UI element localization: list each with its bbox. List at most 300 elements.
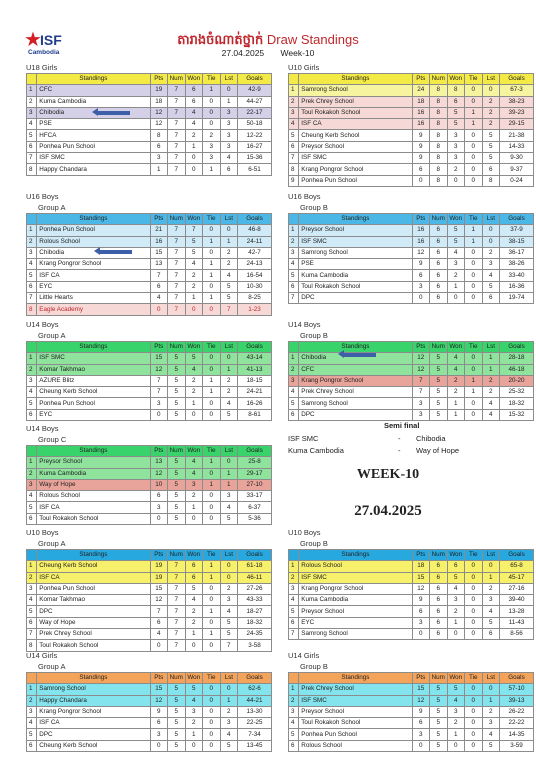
rank-cell: 6 [289,141,299,152]
standings-table-u18-girls [26,73,272,176]
stat-cell: 1 [447,281,465,292]
stat-cell: 16-36 [500,281,534,292]
table-row [27,595,272,606]
stat-cell: 1 [465,375,483,386]
stat-cell: 24-11 [238,236,272,247]
stat-cell: 0-24 [500,175,534,186]
table-row [27,141,272,152]
stat-cell: 19 [150,572,168,583]
stat-cell: 0 [465,583,483,594]
stat-cell: 46-18 [500,364,534,375]
team-cell: Little Hearts [37,293,150,304]
stat-cell: 2 [482,387,500,398]
table-row [27,729,272,740]
stat-cell: 13-30 [238,706,272,717]
stat-cell: 5-36 [238,513,272,524]
stat-cell: 15 [412,684,430,695]
stat-cell: 12 [150,119,168,130]
stat-cell: 0 [482,561,500,572]
stat-cell: 1 [220,468,238,479]
stat-cell: 0 [220,684,238,695]
stat-cell: 6 [430,583,448,594]
stat-cell: 1 [465,236,483,247]
stat-cell: 5 [168,718,186,729]
stat-cell: 15-36 [238,153,272,164]
stat-cell: 6 [430,629,448,640]
section-label: U10 Boys [288,528,321,537]
stat-cell: 7 [168,164,186,175]
table-row [27,130,272,141]
table-row [289,364,534,375]
stat-cell: 9 [412,130,430,141]
team-cell: Toul Rokakoh School [299,107,412,118]
stat-cell: 14-35 [500,729,534,740]
stat-cell: 5 [168,468,186,479]
rank-cell: 5 [289,729,299,740]
column-header: Pts [150,550,168,561]
table-row [289,629,534,640]
stat-cell: 8 [430,119,448,130]
stat-cell: 43-14 [238,353,272,364]
header-cell [27,550,37,561]
stat-cell: 3 [220,119,238,130]
stat-cell: 0 [465,572,483,583]
team-cell: Rolous School [37,491,150,502]
column-header: Pts [150,214,168,225]
stat-cell: 0 [482,225,500,236]
stat-cell: 1 [185,729,203,740]
team-cell: Ponhea Pun School [37,398,150,409]
stat-cell: 0 [465,740,483,751]
stat-cell: 16 [150,236,168,247]
stat-cell: 1 [465,107,483,118]
stat-cell: 0 [203,119,221,130]
stat-cell: 29-15 [500,119,534,130]
stat-cell: 0 [220,85,238,96]
stat-cell: 7 [168,153,186,164]
stat-cell: 38-26 [500,259,534,270]
stat-cell: 18-27 [238,606,272,617]
stat-cell: 5 [430,353,448,364]
column-header: Pts [150,74,168,85]
stat-cell: 4 [482,606,500,617]
header-cell [27,214,37,225]
column-header: Goals [500,550,534,561]
stat-cell: 42-9 [238,85,272,96]
stat-cell: 5 [482,141,500,152]
section-label: U10 Boys [26,528,59,537]
stat-cell: 42-7 [238,247,272,258]
rank-cell: 4 [27,491,37,502]
column-header: Won [447,550,465,561]
standings-table-u10-girls [288,73,534,187]
table-row [289,729,534,740]
header-cell [289,342,299,353]
table-row [289,718,534,729]
stat-cell: 2 [185,606,203,617]
team-cell: Preysor School [299,141,412,152]
stat-cell: 6 [430,595,448,606]
team-cell: Eagle Academy [37,304,150,315]
stat-cell: 6 [430,259,448,270]
stat-cell: 0 [185,513,203,524]
table-row [27,740,272,751]
stat-cell: 7 [168,225,186,236]
rank-cell: 6 [27,409,37,420]
team-cell: Preysor School [299,606,412,617]
team-cell: ISF SMC [299,695,412,706]
rank-cell: 6 [289,740,299,751]
table-header-row [27,673,272,684]
stat-cell: 0 [412,175,430,186]
rank-cell: 2 [27,572,37,583]
column-header: Standings [37,74,150,85]
column-header: Goals [238,550,272,561]
stat-cell: 4 [185,457,203,468]
stat-cell: 2 [447,387,465,398]
stat-cell: 2 [220,706,238,717]
column-header: Lst [482,214,500,225]
stat-cell: 5 [482,281,500,292]
column-header: Pts [150,342,168,353]
section-label: Group B [300,662,328,671]
stat-cell: 5 [430,695,448,706]
table-row [289,85,534,96]
stat-cell: 2 [185,270,203,281]
stat-cell: 6 [430,270,448,281]
stat-cell: 0 [465,398,483,409]
column-header: Pts [150,673,168,684]
stat-cell: 39-23 [500,107,534,118]
team-cell: Prek Chrey School [299,684,412,695]
stat-cell: 0 [203,225,221,236]
stat-cell: 2 [447,718,465,729]
table-row [27,259,272,270]
stat-cell: 6-51 [238,164,272,175]
rank-cell: 3 [27,479,37,490]
section-label: Group B [300,331,328,340]
column-header: Standings [37,550,150,561]
stat-cell: 0 [150,304,168,315]
stat-cell: 6 [430,617,448,628]
stat-cell: 1 [203,457,221,468]
rank-cell: 7 [289,153,299,164]
stat-cell: 7 [220,640,238,651]
stat-cell: 0 [203,706,221,717]
stat-cell: 0 [465,729,483,740]
team-cell: Toul Rokakoh School [37,640,150,651]
stat-cell: 2 [482,247,500,258]
table-row [289,281,534,292]
column-header: Pts [412,214,430,225]
stat-cell: 6 [150,617,168,628]
stat-cell: 4 [220,270,238,281]
rank-cell: 1 [289,353,299,364]
stat-cell: 4 [482,270,500,281]
team-cell: DPC [37,729,150,740]
team-cell: DPC [299,293,412,304]
section-label: Group A [38,662,66,671]
column-header: Tie [465,673,483,684]
column-header: Lst [220,446,238,457]
stat-cell: 5 [430,740,448,751]
stat-cell: 0 [203,491,221,502]
stat-cell: 0 [412,293,430,304]
stat-cell: 44-21 [238,695,272,706]
stat-cell: 2 [220,247,238,258]
stat-cell: 1 [203,270,221,281]
stat-cell: 2 [185,617,203,628]
team-cell: Samrong School [299,247,412,258]
team-cell: ISF SMC [299,572,412,583]
team-cell: Cheung Kerb School [37,387,150,398]
stat-cell: 13-28 [500,606,534,617]
stat-cell: 4 [220,502,238,513]
stat-cell: 1 [203,259,221,270]
match-separator: - [398,434,401,443]
stat-cell: 7 [168,640,186,651]
stat-cell: 7 [185,225,203,236]
stat-cell: 18 [412,561,430,572]
column-header: Standings [37,446,150,457]
section-label: Group A [38,539,66,548]
match-team-a: Kuma Cambodia [288,446,344,455]
column-header: Lst [482,342,500,353]
team-cell: Kuma Cambodia [299,270,412,281]
stat-cell: 21 [150,225,168,236]
stat-cell: 0 [203,281,221,292]
stat-cell: 12 [412,364,430,375]
stat-cell: 5 [168,740,186,751]
stat-cell: 4 [150,629,168,640]
stat-cell: 7 [412,387,430,398]
header-cell [289,673,299,684]
stat-cell: 0 [185,409,203,420]
team-cell: Komar Takhmao [37,364,150,375]
stat-cell: 0 [482,684,500,695]
stat-cell: 4 [185,595,203,606]
stat-cell: 1 [465,387,483,398]
section-label: Group A [38,203,66,212]
stat-cell: 2 [185,375,203,386]
stat-cell: 0 [220,225,238,236]
table-header-row [289,342,534,353]
stat-cell: 0 [203,583,221,594]
column-header: Won [447,673,465,684]
stat-cell: 3 [220,130,238,141]
column-header: Won [447,214,465,225]
stat-cell: 7 [168,107,186,118]
table-row [27,640,272,651]
table-row [289,259,534,270]
rank-cell: 2 [27,695,37,706]
stat-cell: 8 [430,175,448,186]
team-cell: Ponhea Pun School [37,583,150,594]
rank-cell: 7 [27,153,37,164]
stat-cell: 1 [203,293,221,304]
team-cell: Preysor School [37,457,150,468]
rank-cell: 3 [289,583,299,594]
stat-cell: 4 [447,695,465,706]
team-cell: Rolous School [299,561,412,572]
stat-cell: 4 [447,353,465,364]
table-row [289,398,534,409]
stat-cell: 9 [150,706,168,717]
column-header: Standings [37,673,150,684]
team-cell: Toul Rokakoh School [37,513,150,524]
stat-cell: 25-32 [500,387,534,398]
rank-cell: 4 [289,387,299,398]
team-cell: ISF CA [37,502,150,513]
stat-cell: 5 [430,684,448,695]
logo-text: ISF [40,32,62,48]
stat-cell: 2 [220,259,238,270]
page-header [0,0,536,56]
stat-cell: 7 [168,247,186,258]
stat-cell: 0 [203,247,221,258]
stat-cell: 39-13 [500,695,534,706]
header-cell [27,673,37,684]
team-cell: Krang Pongror School [37,706,150,717]
team-cell: AZURE Blitz [37,375,150,386]
stat-cell: 24 [412,85,430,96]
table-row [289,583,534,594]
stat-cell: 27-10 [238,479,272,490]
table-row [27,225,272,236]
stat-cell: 13 [150,259,168,270]
stat-cell: 7 [150,387,168,398]
table-row [289,293,534,304]
column-header: Num [430,673,448,684]
table-row [289,740,534,751]
stat-cell: 6 [482,164,500,175]
rank-cell: 4 [289,119,299,130]
stat-cell: 8 [430,107,448,118]
stat-cell: 0 [447,629,465,640]
rank-cell: 5 [289,130,299,141]
arrow-left-icon [94,248,132,255]
header-cell [27,342,37,353]
column-header: Lst [220,550,238,561]
section-label: Group B [300,539,328,548]
stat-cell: 46-8 [238,225,272,236]
stat-cell: 8 [430,96,448,107]
table-row [289,409,534,420]
table-row [27,561,272,572]
stat-cell: 0 [203,595,221,606]
match-team-b: Chibodia [416,434,446,443]
rank-cell: 4 [27,595,37,606]
stat-cell: 10-30 [238,281,272,292]
rank-cell: 6 [27,513,37,524]
column-header: Won [185,446,203,457]
stat-cell: 0 [203,684,221,695]
team-cell: Happy Chandara [37,695,150,706]
stat-cell: 7 [168,96,186,107]
stat-cell: 12 [412,583,430,594]
rank-cell: 9 [289,175,299,186]
table-row [289,236,534,247]
team-cell: EYC [299,617,412,628]
table-row [289,606,534,617]
column-header: Won [185,550,203,561]
stat-cell: 67-3 [500,85,534,96]
table-row [27,617,272,628]
stat-cell: 2 [447,164,465,175]
rank-cell: 3 [289,107,299,118]
stat-cell: 2 [185,130,203,141]
header-cell [289,74,299,85]
stat-cell: 6 [430,561,448,572]
table-row [289,353,534,364]
table-row [289,617,534,628]
team-cell: Samrong School [37,684,150,695]
table-row [289,164,534,175]
stat-cell: 0 [203,468,221,479]
stat-cell: 5 [185,236,203,247]
stat-cell: 9 [412,153,430,164]
column-header: Num [168,673,186,684]
table-row [27,502,272,513]
rank-cell: 2 [289,695,299,706]
stat-cell: 1 [203,606,221,617]
column-header: Lst [220,673,238,684]
table-row [289,153,534,164]
column-header: Tie [203,550,221,561]
stat-cell: 1 [203,375,221,386]
standings-table-u14-boys-b [288,341,534,421]
column-header: Tie [465,550,483,561]
rank-cell: 4 [27,387,37,398]
stat-cell: 3 [447,595,465,606]
column-header: Pts [412,550,430,561]
column-header: Num [168,550,186,561]
rank-cell: 1 [27,353,37,364]
stat-cell: 6 [185,85,203,96]
stat-cell: 1 [220,236,238,247]
table-row [27,513,272,524]
stat-cell: 3 [447,259,465,270]
stat-cell: 15 [150,247,168,258]
stat-cell: 8 [430,85,448,96]
stat-cell: 0 [465,617,483,628]
column-header: Goals [238,446,272,457]
stat-cell: 62-6 [238,684,272,695]
stat-cell: 2 [482,119,500,130]
stat-cell: 0 [185,740,203,751]
stat-cell: 0 [447,740,465,751]
stat-cell: 0 [203,617,221,628]
table-row [289,595,534,606]
table-row [27,684,272,695]
rank-cell: 6 [27,281,37,292]
stat-cell: 0 [203,409,221,420]
table-row [27,153,272,164]
stat-cell: 7 [168,583,186,594]
rank-cell: 6 [289,409,299,420]
stat-cell: 22-17 [238,107,272,118]
stat-cell: 7 [150,606,168,617]
stat-cell: 0 [465,281,483,292]
stat-cell: 8 [430,153,448,164]
rank-cell: 2 [289,96,299,107]
team-cell: Samrong School [299,85,412,96]
table-row [27,409,272,420]
stat-cell: 4 [185,119,203,130]
stat-cell: 3 [220,718,238,729]
table-row [27,695,272,706]
stat-cell: 3 [412,617,430,628]
